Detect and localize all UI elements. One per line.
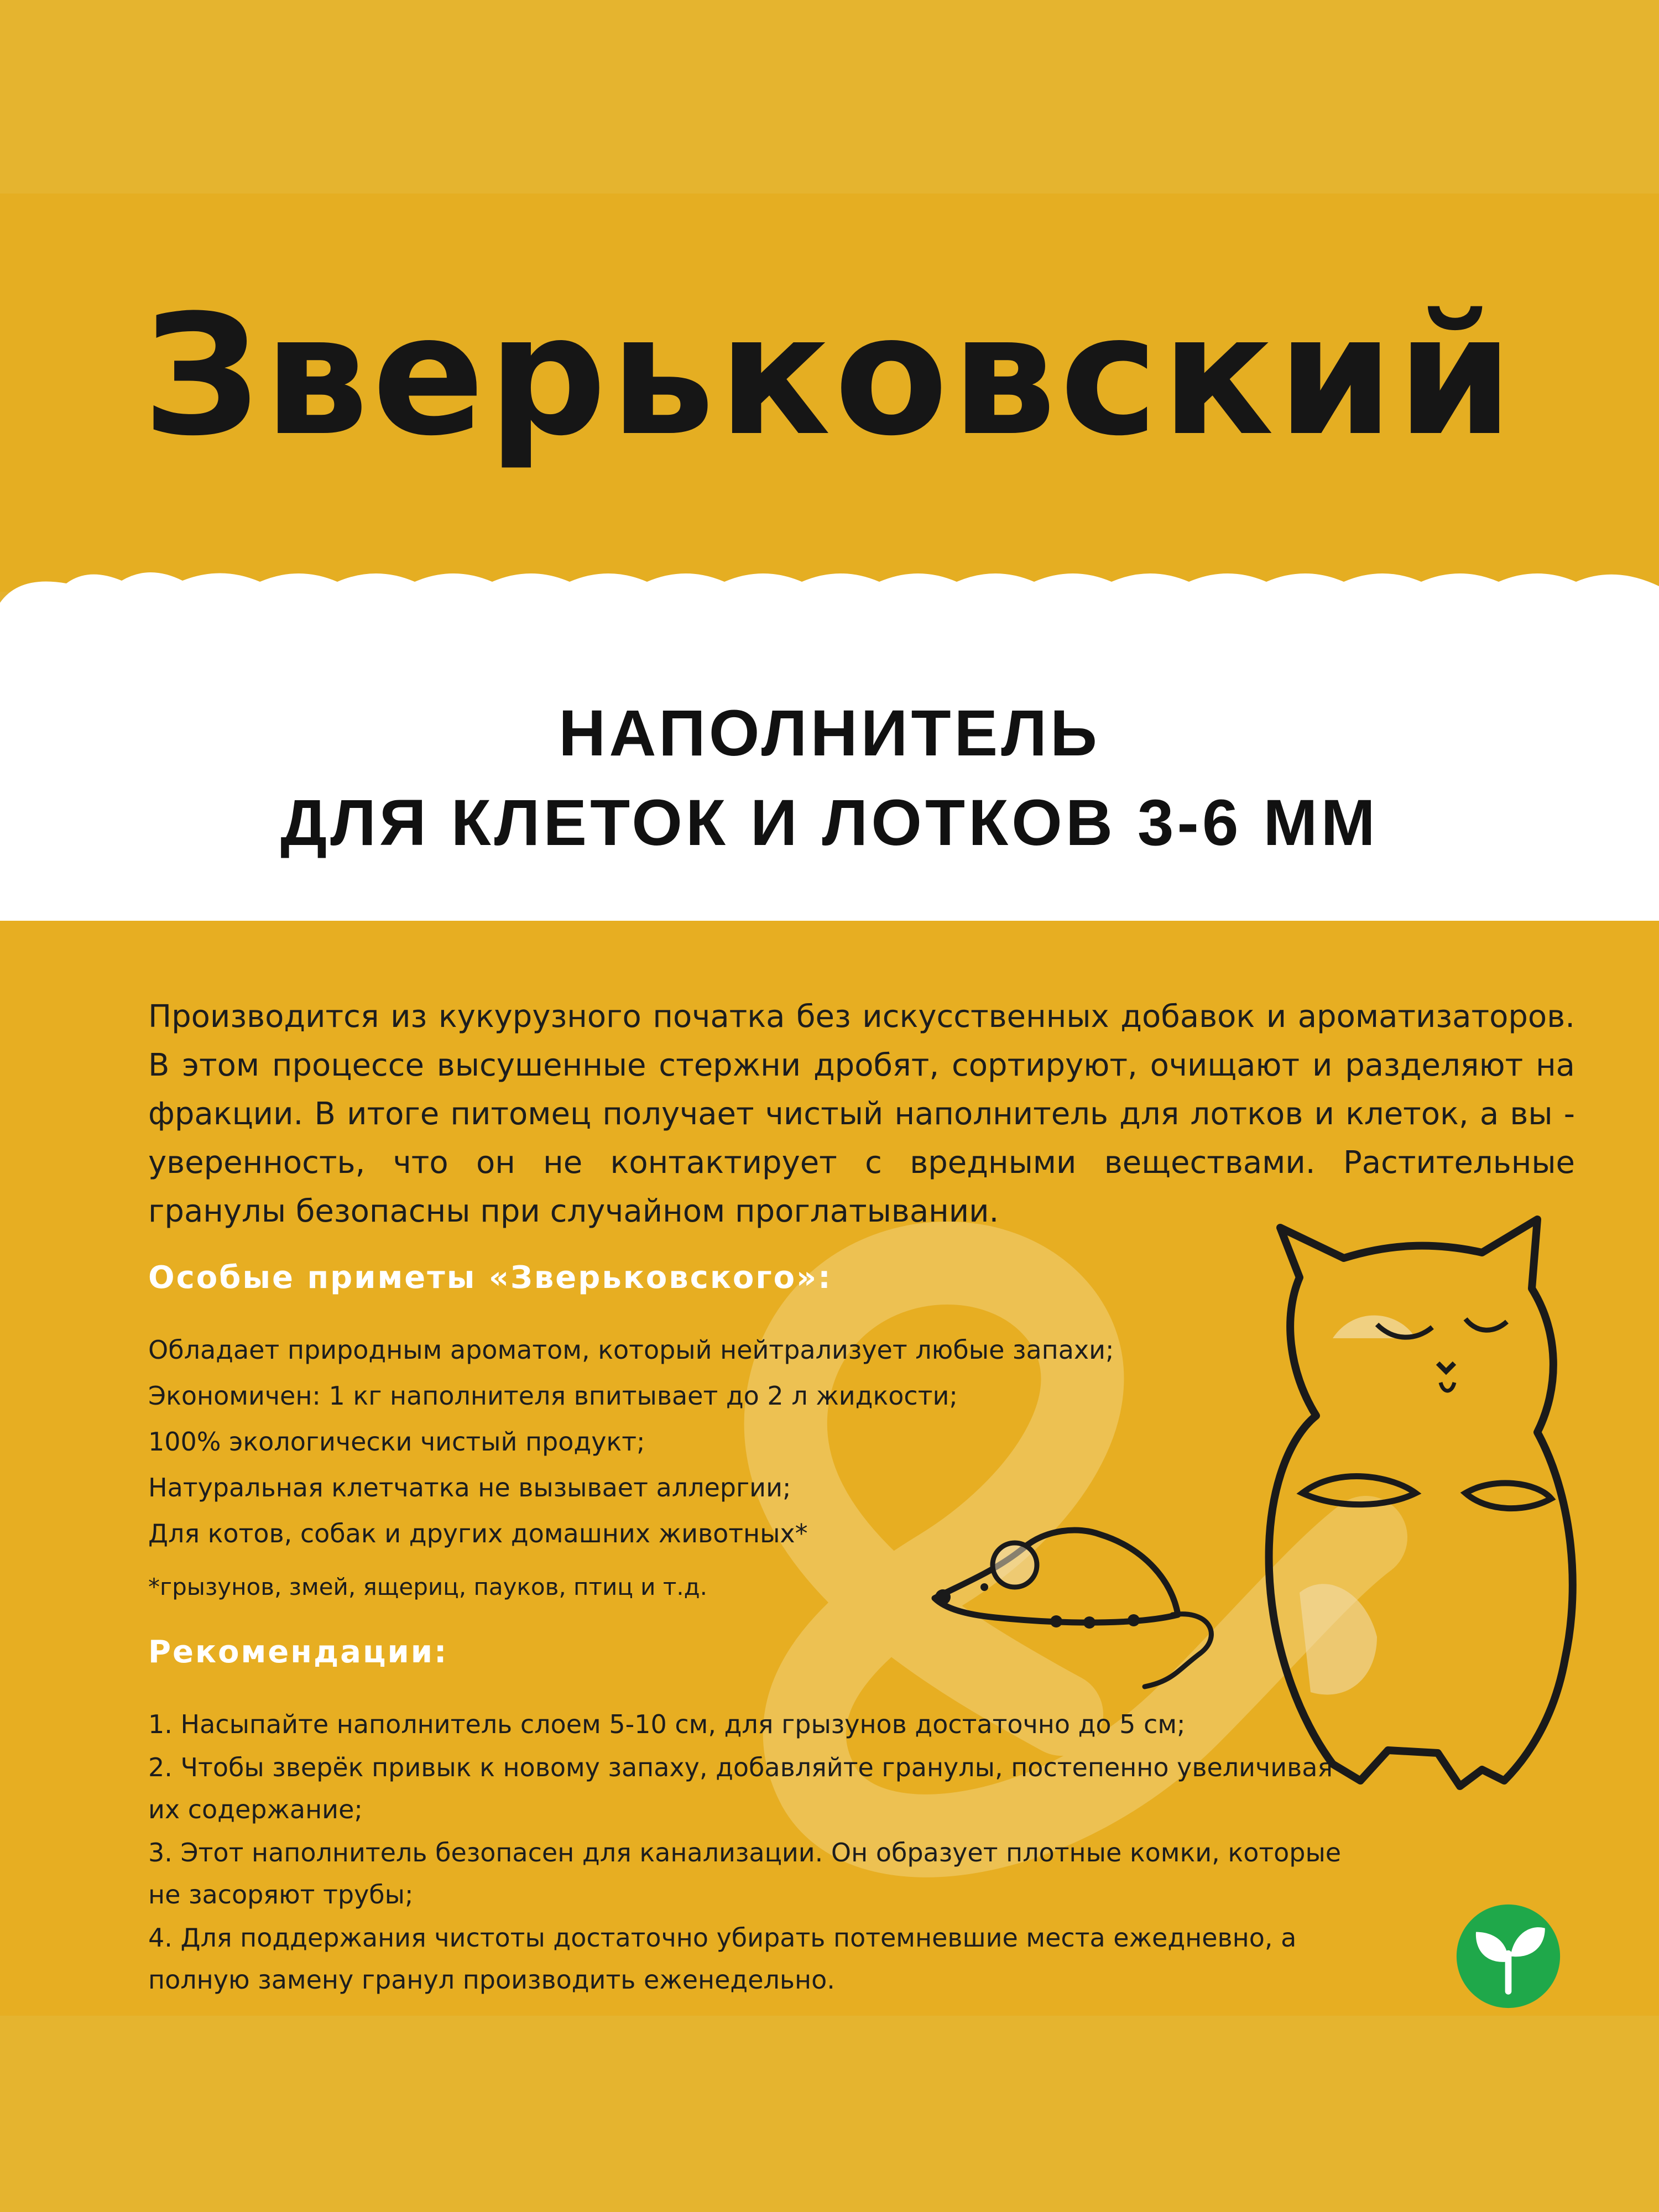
recommendations-list — [148, 1703, 1365, 2002]
recommendations-heading: Рекомендации: — [148, 1634, 448, 1670]
product-title-line-2: ДЛЯ КЛЕТОК И ЛОТКОВ 3-6 ММ — [280, 786, 1379, 859]
recommendation-item: 2. Чтобы зверёк привык к новому запаху, добавляйте гранулы, постепенно увеличивая их содержание; — [148, 1752, 1333, 1824]
recommendation-item: 4. Для поддержания чистоты достаточно убирать потемневшие места ежедневно, а полную замену гранул производить еженедельно. — [148, 1923, 1297, 1995]
bottom-frame — [0, 2016, 1659, 2212]
leaf-sprout-icon — [1454, 1902, 1562, 2010]
product-title — [0, 688, 1659, 868]
mouse-illustration-icon — [912, 1504, 1222, 1703]
brand-logo-title: Зверьковский — [142, 279, 1517, 472]
product-title-line-1: НАПОЛНИТЕЛЬ — [559, 697, 1100, 770]
scallop-divider — [0, 570, 1659, 625]
features-heading: Особые приметы «Зверьковского»: — [148, 1260, 832, 1296]
feature-item: Натуральная клетчатка не вызывает аллергии; — [148, 1473, 791, 1503]
product-description: Производится из кукурузного початка без искусственных добавок и ароматизаторов. В этом процессе высушенные стержни дробят, сортируют, очищают и разделяют на фракции. В итоге питомец получает чистый наполнитель для лотков и клеток, а вы - уверенность, что он не контактирует с вредными веществами. Растительные гранулы безопасны при случайном проглатывании. — [148, 999, 1575, 1229]
features-footnote: *грызунов, змей, ящериц, пауков, птиц и т.д. — [148, 1573, 708, 1600]
feature-item: Для котов, собак и других домашних животных* — [148, 1519, 808, 1548]
cat-illustration-icon — [1250, 1206, 1593, 1792]
feature-item: Экономичен: 1 кг наполнителя впитывает до 2 л жидкости; — [148, 1381, 958, 1411]
recommendation-item: 1. Насыпайте наполнитель слоем 5-10 см, для грызунов достаточно до 5 см; — [148, 1709, 1186, 1739]
feature-item: 100% экологически чистый продукт; — [148, 1427, 645, 1457]
top-frame — [0, 0, 1659, 194]
feature-item: Обладает природным ароматом, который нейтрализует любые запахи; — [148, 1335, 1114, 1365]
recommendation-item: 3. Этот наполнитель безопасен для канализации. Он образует плотные комки, которые не засоряют трубы; — [148, 1838, 1342, 1910]
